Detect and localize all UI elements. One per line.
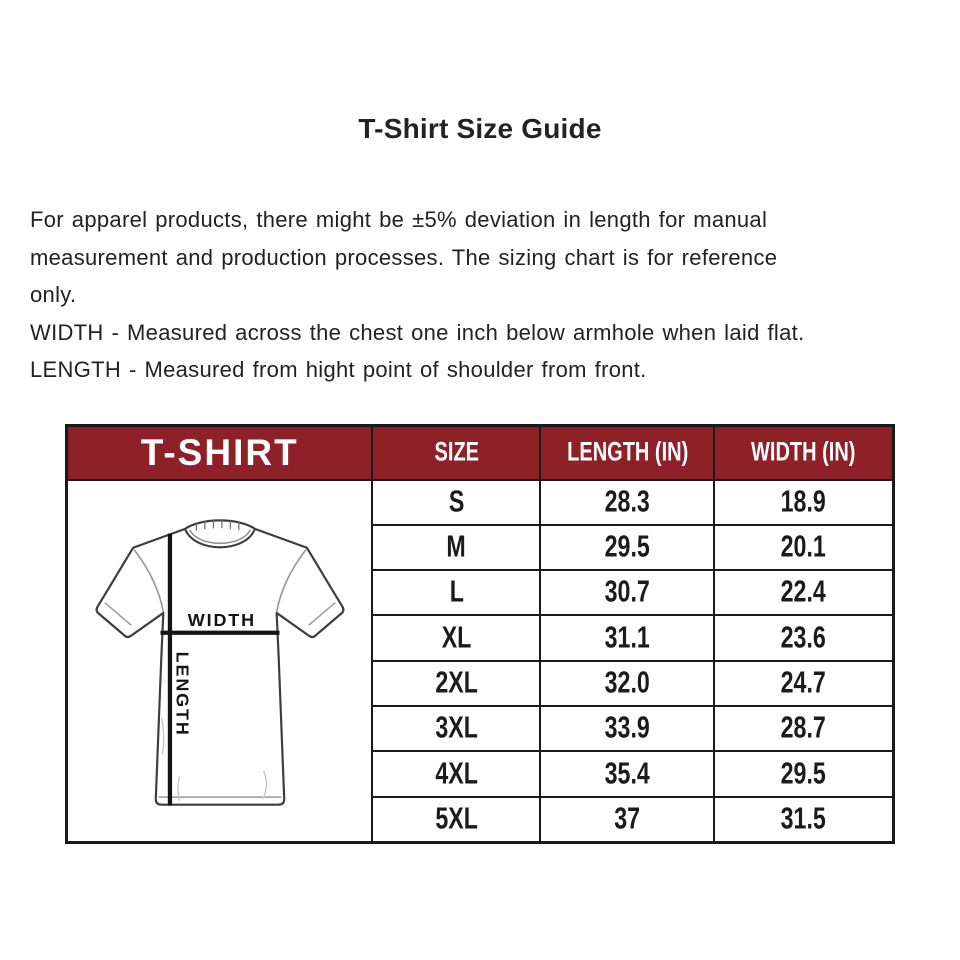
description-line: measurement and production processes. The sizing chart is for reference <box>30 244 778 270</box>
width-value: 22.4 <box>780 575 827 610</box>
page-title: T-Shirt Size Guide <box>358 113 602 144</box>
size-value: S <box>448 484 465 519</box>
size-value: L <box>449 575 464 610</box>
length-value: 37 <box>614 801 641 836</box>
length-cell <box>540 751 714 796</box>
width-value: 29.5 <box>780 756 827 791</box>
length-value: 33.9 <box>604 711 650 746</box>
size-cell <box>372 615 540 660</box>
table-header-length-label: LENGTH (IN) <box>566 437 688 468</box>
table-header-width <box>714 426 893 480</box>
description-line: LENGTH - Measured from hight point of shoulder from front. <box>30 357 647 382</box>
length-value: 32.0 <box>604 665 650 700</box>
length-cell <box>540 706 714 751</box>
length-cell <box>540 525 714 570</box>
length-cell <box>540 480 714 525</box>
width-cell <box>714 525 893 570</box>
size-value: M <box>446 529 467 564</box>
length-value: 30.7 <box>604 575 650 610</box>
width-cell <box>714 615 893 660</box>
width-cell <box>714 751 893 796</box>
width-value: 18.9 <box>780 484 827 519</box>
width-value: 28.7 <box>780 711 827 746</box>
description <box>30 201 940 389</box>
size-value: 3XL <box>435 711 478 746</box>
size-cell <box>372 570 540 615</box>
size-cell <box>372 480 540 525</box>
width-measure-label: WIDTH <box>187 609 256 630</box>
length-value: 31.1 <box>604 620 650 655</box>
width-cell <box>714 797 893 842</box>
size-value: 5XL <box>435 801 478 836</box>
table-row <box>67 480 894 525</box>
description-line: only. <box>30 282 77 307</box>
table-header-size-label: SIZE <box>434 437 479 468</box>
table-header-length <box>540 426 714 480</box>
size-value: 4XL <box>435 756 478 791</box>
table-header-width-label: WIDTH (IN) <box>751 437 856 468</box>
length-value: 35.4 <box>604 756 650 791</box>
size-cell <box>372 661 540 706</box>
description-line: WIDTH - Measured across the chest one inch below armhole when laid flat. <box>30 319 805 345</box>
table-header-size <box>372 426 540 480</box>
length-cell <box>540 797 714 842</box>
tshirt-diagram <box>78 493 362 833</box>
width-value: 23.6 <box>780 620 827 655</box>
length-value: 28.3 <box>604 484 650 519</box>
size-cell <box>372 706 540 751</box>
table-header-product: T-SHIRT <box>67 426 373 480</box>
length-cell <box>540 570 714 615</box>
length-value: 29.5 <box>604 529 650 564</box>
width-value: 24.7 <box>780 665 827 700</box>
description-line: For apparel products, there might be ±5% deviation in length for manual <box>30 207 768 232</box>
width-cell <box>714 480 893 525</box>
size-value: XL <box>441 620 472 655</box>
width-value: 20.1 <box>780 529 827 564</box>
width-cell <box>714 661 893 706</box>
table-header-row <box>67 426 894 480</box>
tshirt-diagram-cell <box>67 480 373 843</box>
length-measure-label: LENGTH <box>172 651 193 737</box>
width-cell <box>714 706 893 751</box>
size-cell <box>372 525 540 570</box>
width-value: 31.5 <box>780 801 827 836</box>
size-value: 2XL <box>435 665 478 700</box>
width-cell <box>714 570 893 615</box>
length-cell <box>540 615 714 660</box>
size-cell <box>372 751 540 796</box>
length-cell <box>540 661 714 706</box>
tshirt-outline <box>96 520 343 804</box>
size-table <box>65 424 895 844</box>
size-cell <box>372 797 540 842</box>
